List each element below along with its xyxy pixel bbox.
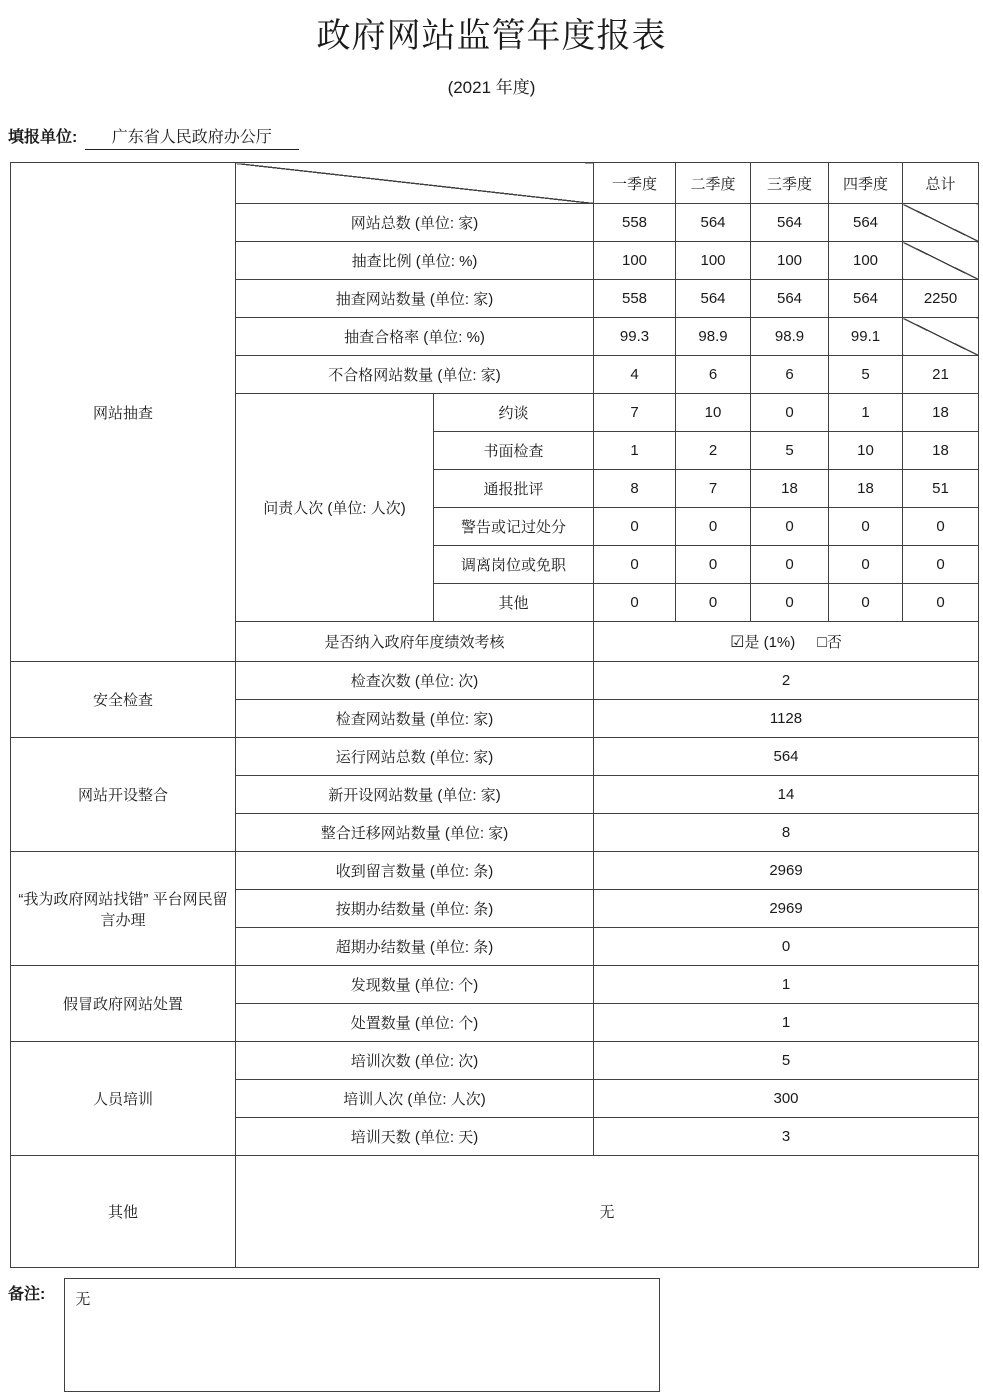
total-value: 18: [903, 432, 979, 470]
metric-value: 7: [676, 470, 751, 508]
metric-value: 0: [676, 584, 751, 622]
metric-value: 0: [751, 394, 829, 432]
metric-value: 0: [751, 508, 829, 546]
metric-value: 0: [594, 546, 676, 584]
metric-value: 8: [594, 470, 676, 508]
checkbox-unchecked-icon[interactable]: □: [817, 634, 827, 651]
metric-value: 98.9: [676, 318, 751, 356]
remark-label: 备注:: [8, 1286, 46, 1303]
annual-report-table: [10, 162, 979, 1268]
metric-label: 抽查网站数量 (单位: 家): [236, 280, 594, 318]
metric-label: 运行网站总数 (单位: 家): [236, 738, 594, 776]
section-cell-security-check: 安全检查: [11, 662, 236, 738]
metric-label: 发现数量 (单位: 个): [236, 966, 594, 1004]
metric-value: 564: [676, 204, 751, 242]
total-value: 18: [903, 394, 979, 432]
total-value: 51: [903, 470, 979, 508]
accountability-sublabel: 书面检查: [434, 432, 594, 470]
page-title: 政府网站监管年度报表: [316, 17, 667, 55]
checkbox-checked-icon[interactable]: ☑: [730, 634, 745, 651]
metric-value: 2: [594, 662, 979, 700]
metric-value: 0: [829, 508, 903, 546]
metric-value: 0: [594, 928, 979, 966]
metric-value: 0: [676, 546, 751, 584]
metric-label: 按期办结数量 (单位: 条): [236, 890, 594, 928]
assessment-yes-label: 是 (1%): [744, 634, 796, 651]
accountability-sublabel: 调离岗位或免职: [434, 546, 594, 584]
reporting-unit-value: 广东省人民政府办公厅: [85, 124, 299, 150]
reporting-unit-label: 填报单位:: [8, 129, 78, 146]
metric-value: 1: [594, 966, 979, 1004]
metric-value: 564: [829, 280, 903, 318]
metric-value: 564: [594, 738, 979, 776]
accountability-label: 问责人次 (单位: 人次): [236, 394, 434, 622]
metric-label: 不合格网站数量 (单位: 家): [236, 356, 594, 394]
metric-value: 18: [829, 470, 903, 508]
metric-label: 抽查比例 (单位: %): [236, 242, 594, 280]
metric-value: 2969: [594, 852, 979, 890]
section-cell-error-report-platform: “我为政府网站找错” 平台网民留言办理: [11, 852, 236, 966]
total-diagonal-cell: [903, 242, 979, 280]
metric-value: 1128: [594, 700, 979, 738]
metric-value: 558: [594, 280, 676, 318]
accountability-sublabel: 约谈: [434, 394, 594, 432]
metric-value: 4: [594, 356, 676, 394]
metric-label: 收到留言数量 (单位: 条): [236, 852, 594, 890]
other-value: 无: [236, 1156, 979, 1268]
assessment-label: 是否纳入政府年度绩效考核: [236, 622, 594, 662]
quarter-header-q4: 四季度: [829, 163, 903, 204]
metric-label: 检查次数 (单位: 次): [236, 662, 594, 700]
metric-value: 0: [594, 584, 676, 622]
metric-label: 抽查合格率 (单位: %): [236, 318, 594, 356]
metric-value: 564: [751, 280, 829, 318]
reporting-unit-line: [8, 124, 983, 150]
metric-value: 0: [751, 546, 829, 584]
section-cell-personnel-training: 人员培训: [11, 1042, 236, 1156]
metric-value: 8: [594, 814, 979, 852]
metric-value: 6: [676, 356, 751, 394]
section-cell-other: 其他: [11, 1156, 236, 1268]
accountability-sublabel: 警告或记过处分: [434, 508, 594, 546]
metric-value: 100: [676, 242, 751, 280]
total-value: 0: [903, 546, 979, 584]
metric-value: 300: [594, 1080, 979, 1118]
metric-label: 新开设网站数量 (单位: 家): [236, 776, 594, 814]
metric-value: 99.3: [594, 318, 676, 356]
metric-value: 99.1: [829, 318, 903, 356]
total-diagonal-cell: [903, 204, 979, 242]
metric-value: 564: [829, 204, 903, 242]
quarter-header-q1: 一季度: [594, 163, 676, 204]
remark-section: [8, 1278, 983, 1392]
metric-value: 7: [594, 394, 676, 432]
metric-value: 100: [751, 242, 829, 280]
accountability-sublabel: 通报批评: [434, 470, 594, 508]
metric-value: 0: [676, 508, 751, 546]
metric-value: 1: [594, 1004, 979, 1042]
metric-value: 6: [751, 356, 829, 394]
metric-label: 网站总数 (单位: 家): [236, 204, 594, 242]
metric-label: 处置数量 (单位: 个): [236, 1004, 594, 1042]
metric-label: 培训人次 (单位: 人次): [236, 1080, 594, 1118]
metric-value: 1: [594, 432, 676, 470]
metric-value: 0: [829, 584, 903, 622]
metric-value: 98.9: [751, 318, 829, 356]
metric-value: 3: [594, 1118, 979, 1156]
metric-value: 5: [594, 1042, 979, 1080]
assessment-no-label: 否: [826, 634, 842, 651]
metric-value: 558: [594, 204, 676, 242]
accountability-sublabel: 其他: [434, 584, 594, 622]
total-diagonal-cell: [903, 318, 979, 356]
metric-label: 检查网站数量 (单位: 家): [236, 700, 594, 738]
metric-value: 100: [829, 242, 903, 280]
metric-value: 564: [676, 280, 751, 318]
metric-label: 培训天数 (单位: 天): [236, 1118, 594, 1156]
metric-value: 5: [829, 356, 903, 394]
metric-value: 2: [676, 432, 751, 470]
metric-value: 1: [829, 394, 903, 432]
metric-value: 100: [594, 242, 676, 280]
remark-box[interactable]: [64, 1278, 660, 1392]
metric-label: 培训次数 (单位: 次): [236, 1042, 594, 1080]
metric-value: 0: [751, 584, 829, 622]
metric-label: 超期办结数量 (单位: 条): [236, 928, 594, 966]
quarter-header-total: 总计: [903, 163, 979, 204]
metric-value: 10: [829, 432, 903, 470]
remark-text: 无: [75, 1291, 91, 1308]
assessment-value-cell: [594, 622, 979, 662]
metric-label: 整合迁移网站数量 (单位: 家): [236, 814, 594, 852]
page-subtitle: (2021 年度): [447, 78, 536, 97]
total-value: 0: [903, 584, 979, 622]
metric-value: 10: [676, 394, 751, 432]
section-cell-fake-website-disposal: 假冒政府网站处置: [11, 966, 236, 1042]
quarter-header-q3: 三季度: [751, 163, 829, 204]
corner-diagonal-cell: [236, 163, 594, 204]
total-value: 0: [903, 508, 979, 546]
total-value: 2250: [903, 280, 979, 318]
metric-value: 0: [829, 546, 903, 584]
section-cell-website-integration: 网站开设整合: [11, 738, 236, 852]
metric-value: 18: [751, 470, 829, 508]
quarter-header-q2: 二季度: [676, 163, 751, 204]
metric-value: 2969: [594, 890, 979, 928]
total-value: 21: [903, 356, 979, 394]
metric-value: 14: [594, 776, 979, 814]
metric-value: 5: [751, 432, 829, 470]
section-cell-website-inspection: 网站抽查: [11, 163, 236, 662]
metric-value: 564: [751, 204, 829, 242]
metric-value: 0: [594, 508, 676, 546]
